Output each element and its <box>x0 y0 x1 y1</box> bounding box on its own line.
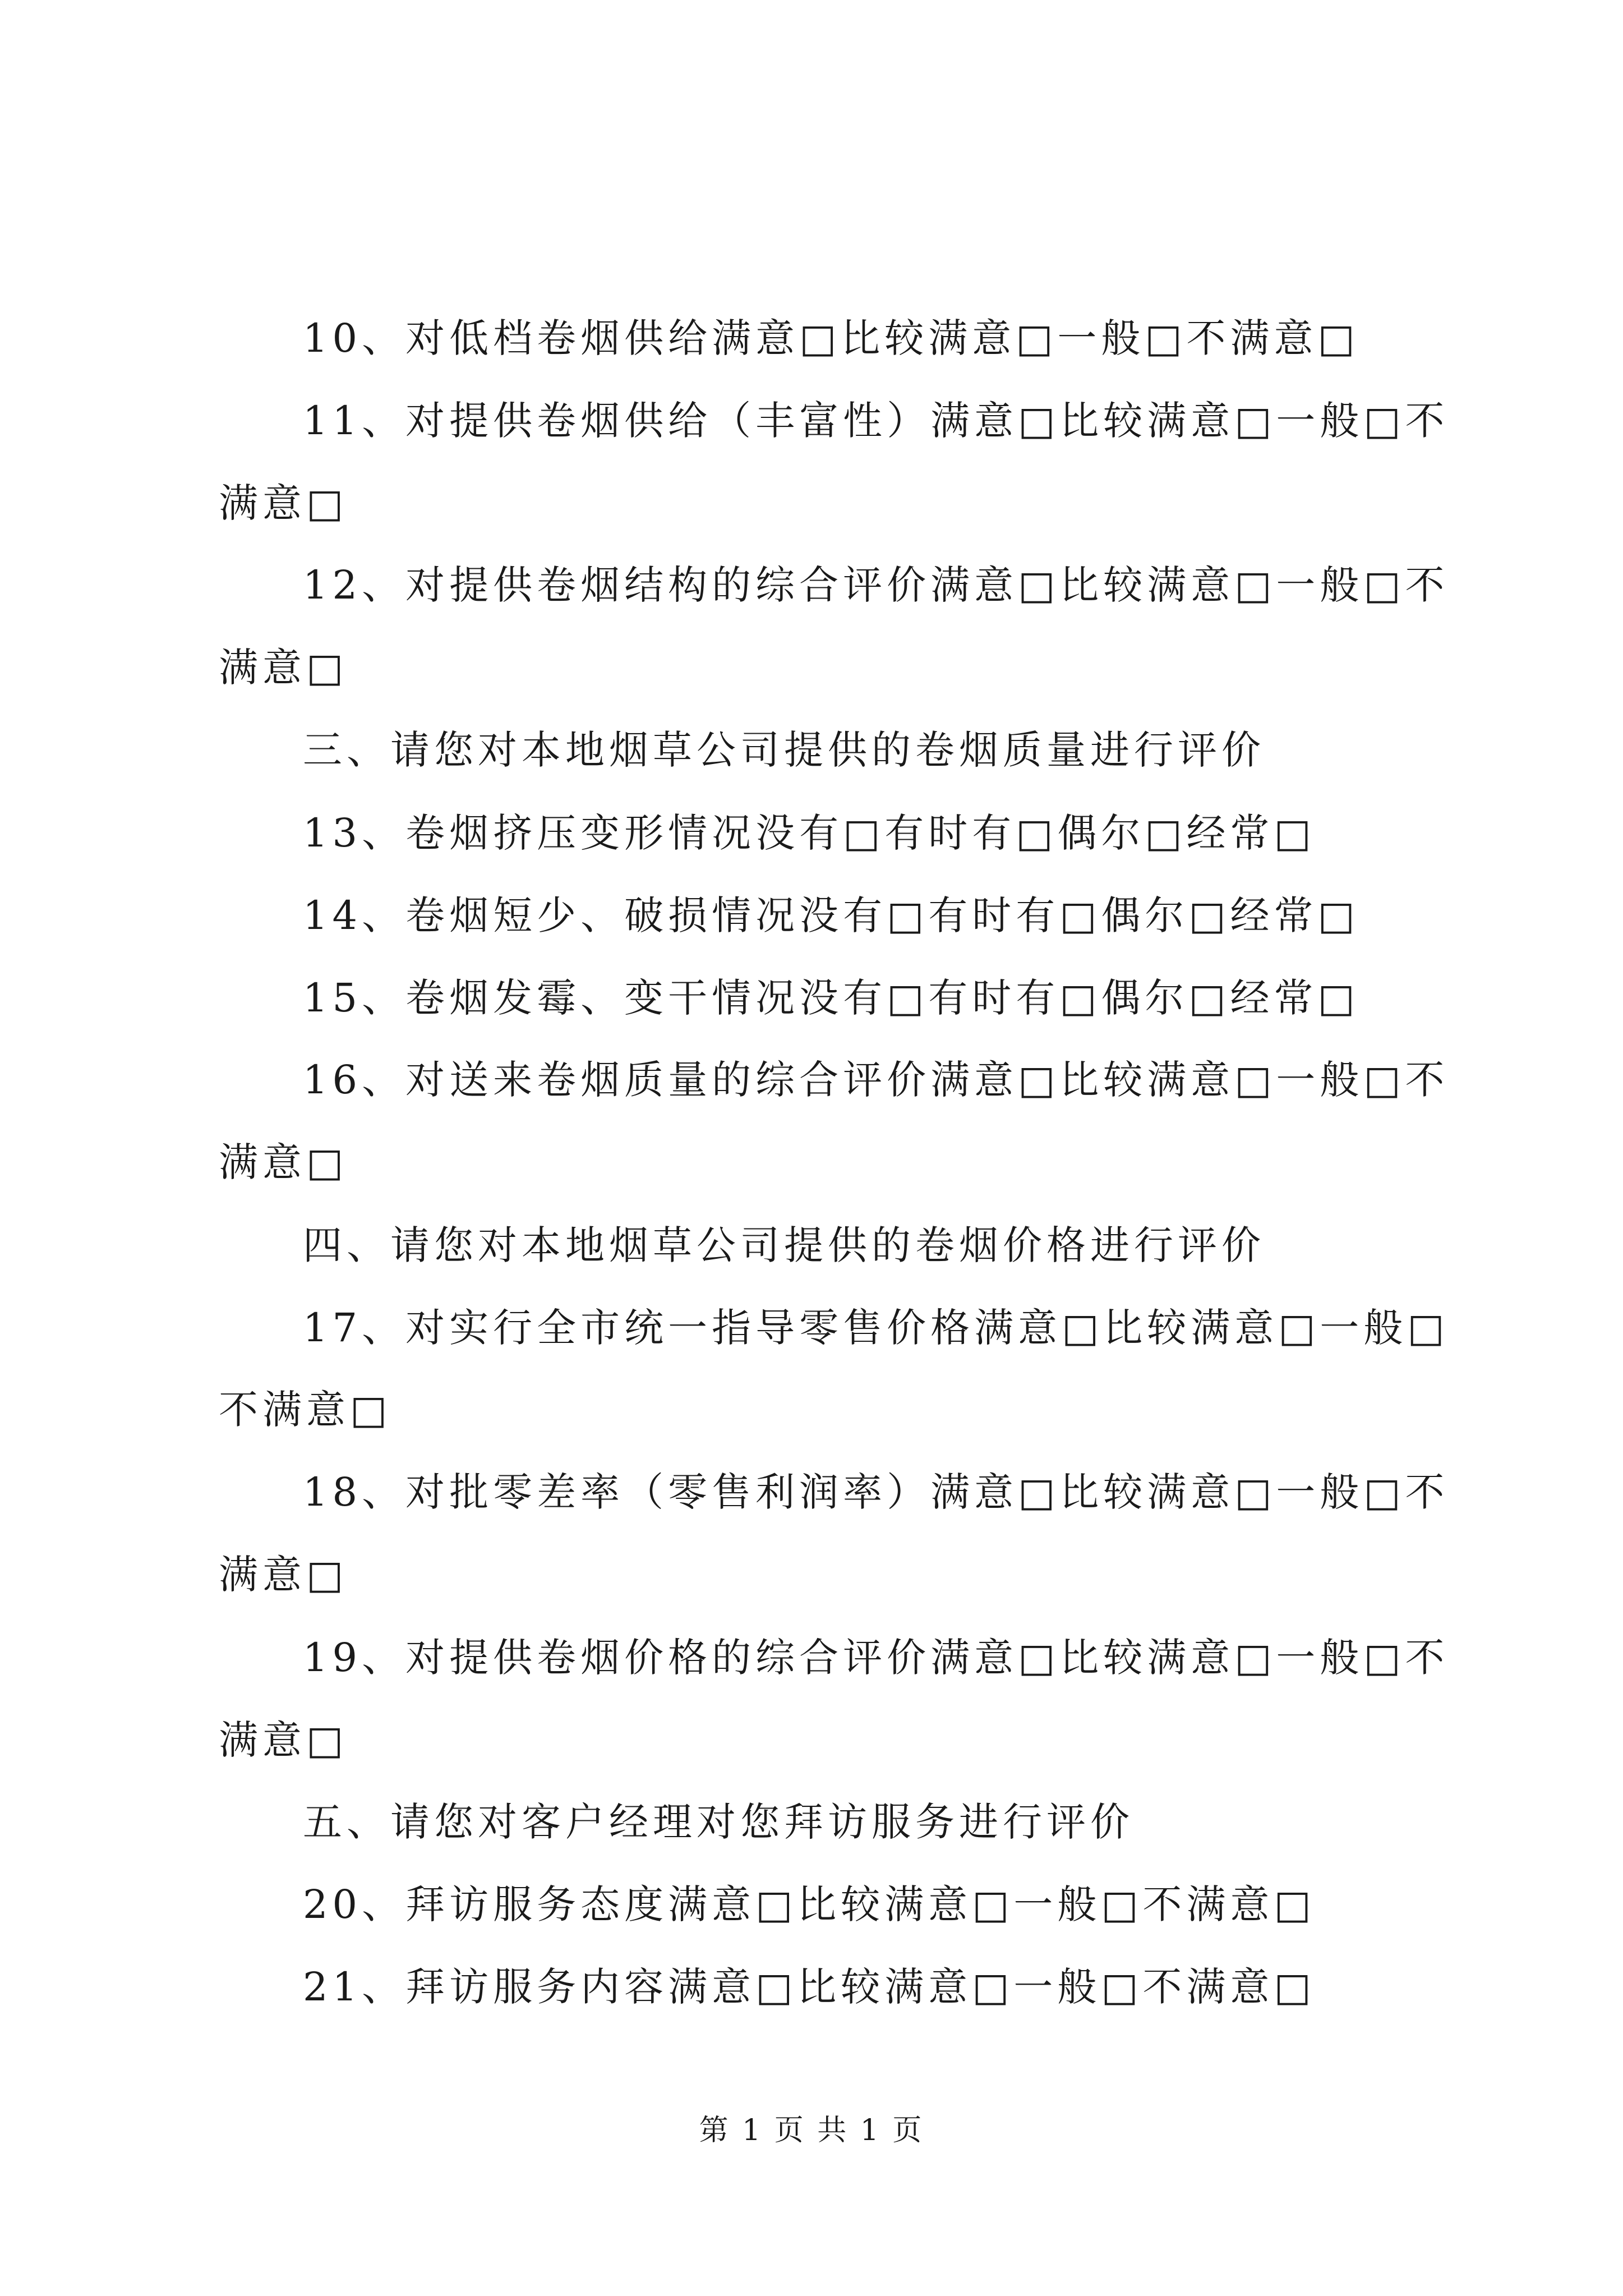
survey-item-18: 18、对批零差率（零售利润率）满意□比较满意□一般□不 <box>303 1469 1449 1515</box>
survey-item-15: 15、卷烟发霉、变干情况没有□有时有□偶尔□经常□ <box>303 975 1359 1021</box>
survey-item-11-continued: 满意□ <box>219 480 348 526</box>
survey-item-13: 13、卷烟挤压变形情况没有□有时有□偶尔□经常□ <box>303 810 1316 856</box>
section-heading-3: 三、请您对本地烟草公司提供的卷烟质量进行评价 <box>303 727 1265 773</box>
survey-item-11: 11、对提供卷烟供给（丰富性）满意□比较满意□一般□不 <box>303 398 1449 444</box>
survey-item-18-continued: 满意□ <box>219 1552 348 1598</box>
survey-item-14: 14、卷烟短少、破损情况没有□有时有□偶尔□经常□ <box>303 892 1359 938</box>
survey-item-19-continued: 满意□ <box>219 1717 348 1763</box>
survey-item-10: 10、对低档卷烟供给满意□比较满意□一般□不满意□ <box>303 315 1359 361</box>
survey-item-16: 16、对送来卷烟质量的综合评价满意□比较满意□一般□不 <box>303 1057 1449 1103</box>
page-footer: 第 1 页 共 1 页 <box>699 2114 924 2147</box>
section-heading-5: 五、请您对客户经理对您拜访服务进行评价 <box>303 1799 1134 1845</box>
survey-item-12-continued: 满意□ <box>219 645 348 691</box>
survey-item-16-continued: 满意□ <box>219 1139 348 1185</box>
survey-item-20: 20、拜访服务态度满意□比较满意□一般□不满意□ <box>303 1881 1316 1927</box>
survey-item-21: 21、拜访服务内容满意□比较满意□一般□不满意□ <box>303 1964 1316 2010</box>
survey-item-12: 12、对提供卷烟结构的综合评价满意□比较满意□一般□不 <box>303 562 1449 608</box>
survey-item-17: 17、对实行全市统一指导零售价格满意□比较满意□一般□ <box>303 1305 1449 1351</box>
section-heading-4: 四、请您对本地烟草公司提供的卷烟价格进行评价 <box>303 1222 1265 1268</box>
survey-item-17-continued: 不满意□ <box>219 1387 392 1433</box>
survey-item-19: 19、对提供卷烟价格的综合评价满意□比较满意□一般□不 <box>303 1635 1449 1681</box>
